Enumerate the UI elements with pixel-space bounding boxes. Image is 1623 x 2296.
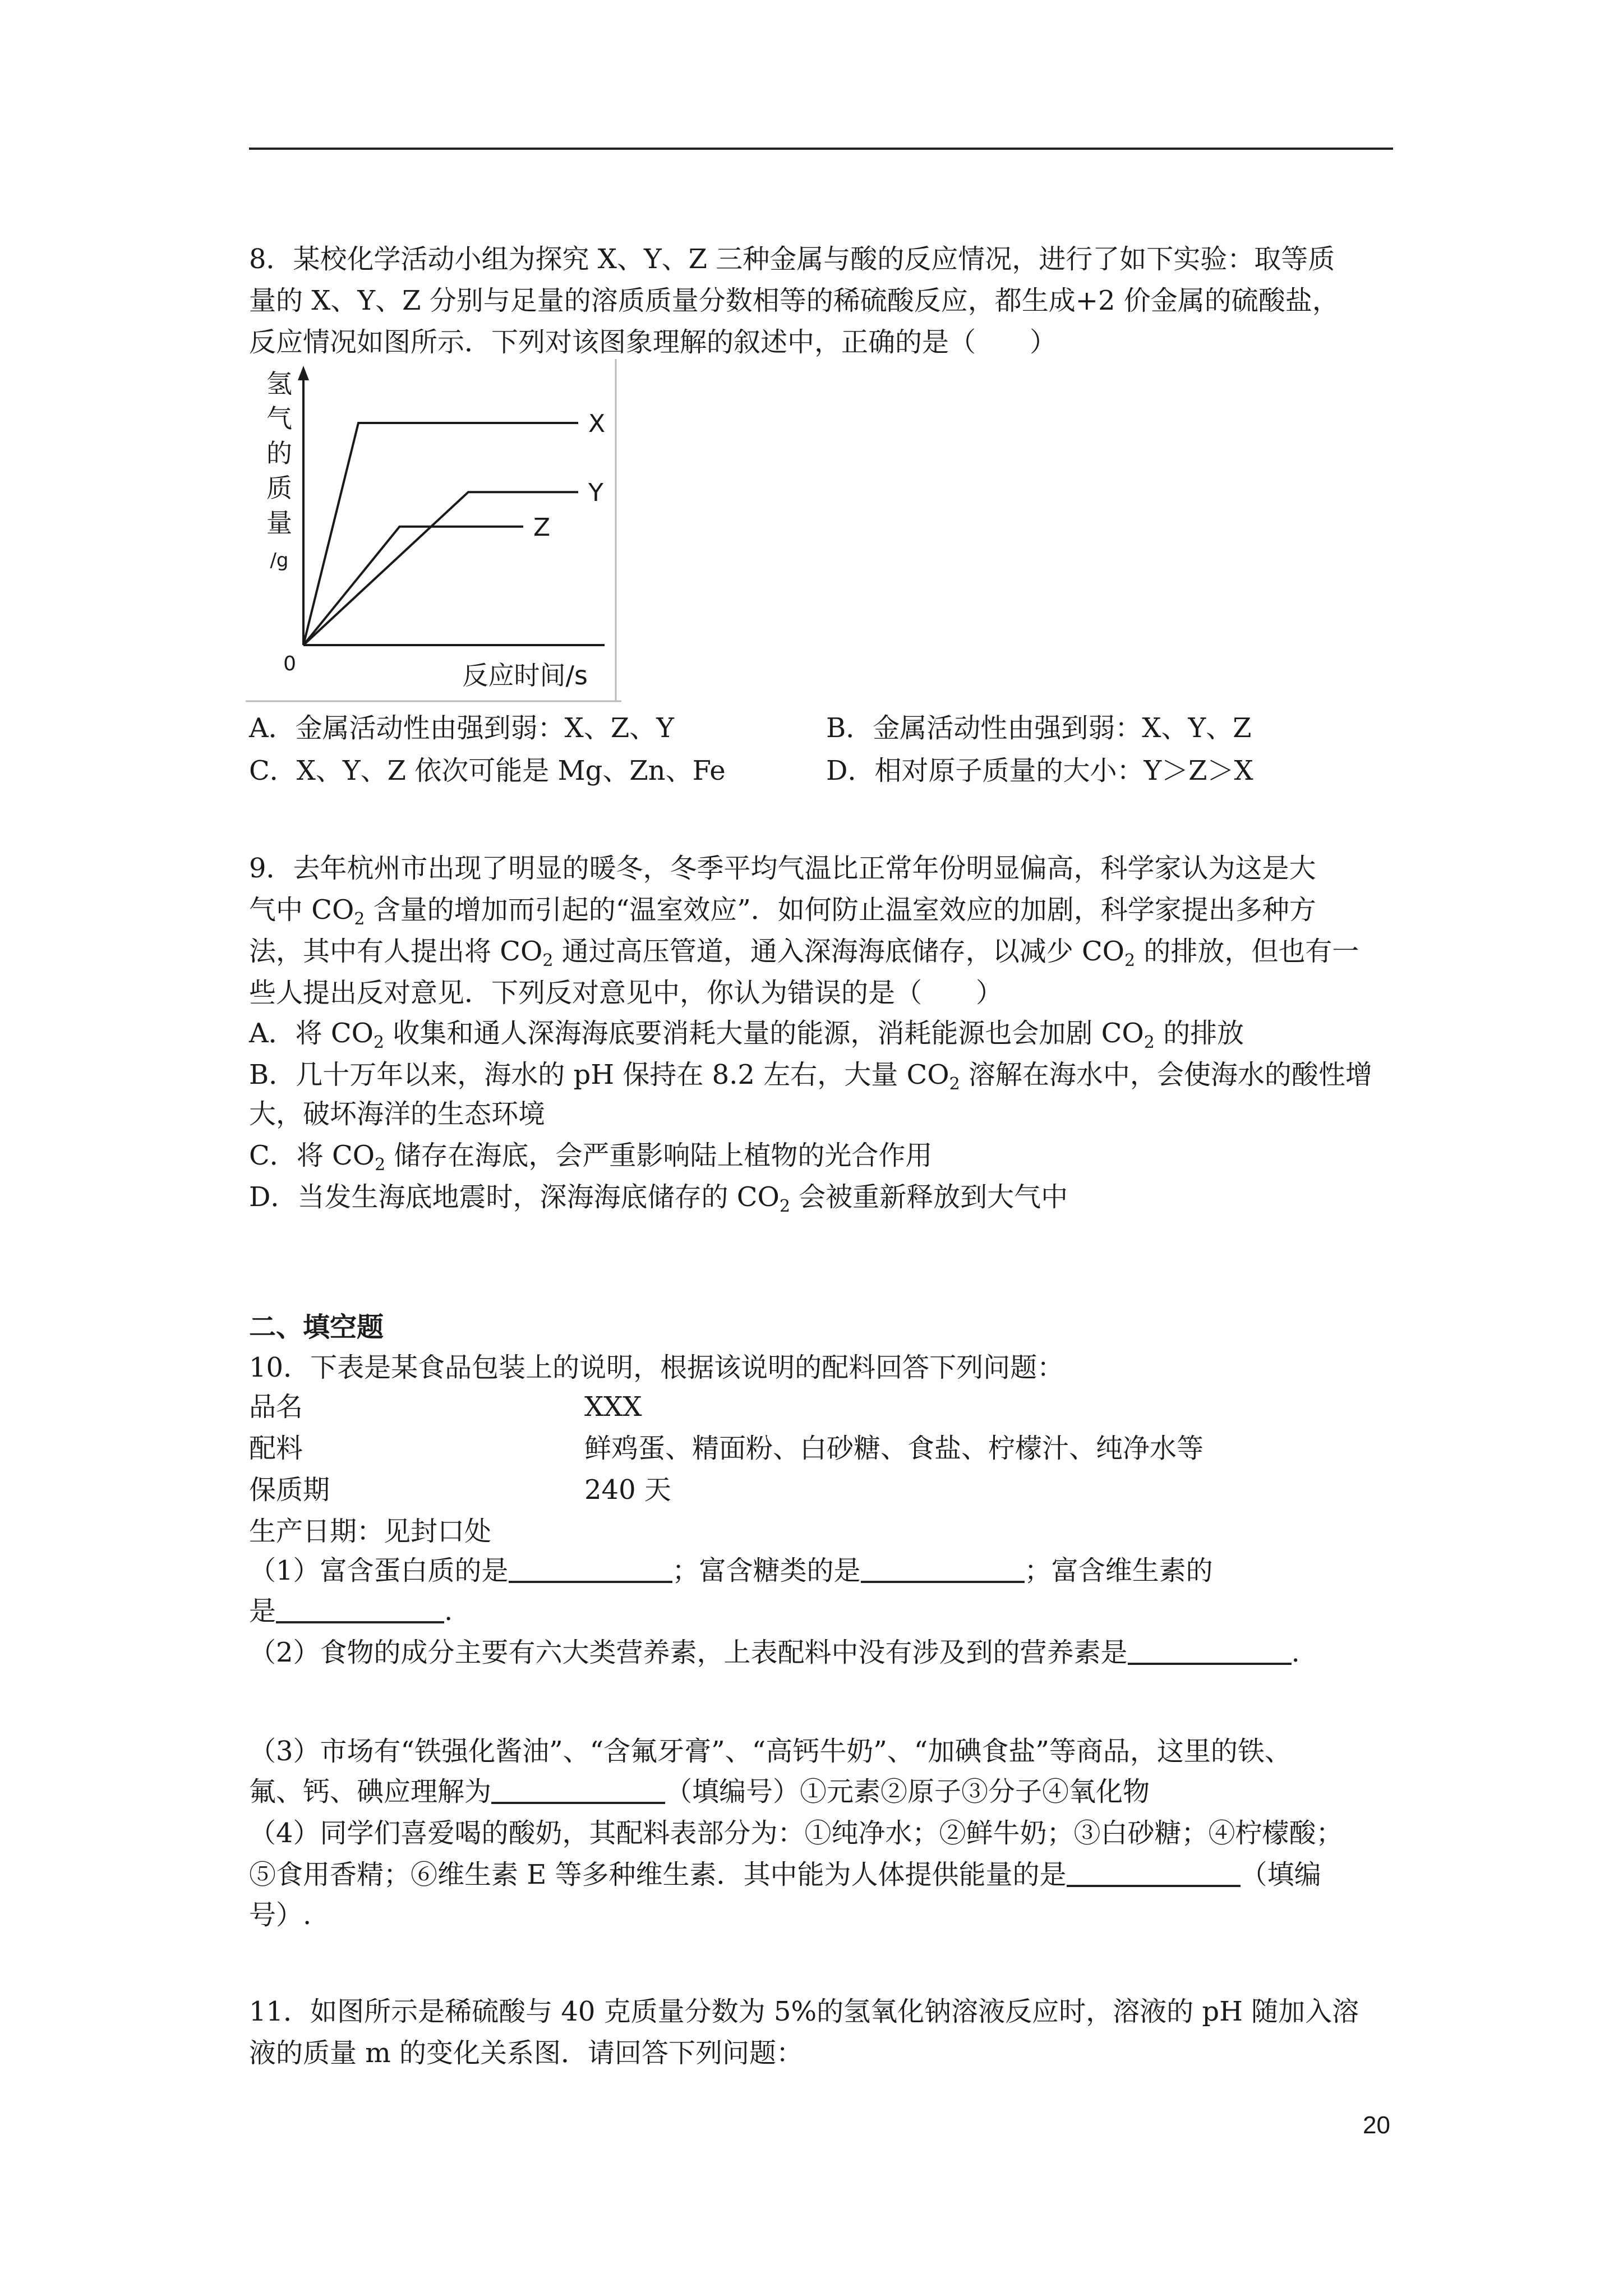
y-axis-label-char: /g <box>270 549 289 572</box>
series-label-x: X <box>588 409 606 438</box>
q10-production-date: 生产日期：见封口处 <box>249 1516 492 1547</box>
q10-table-val-name: XXX <box>584 1391 642 1423</box>
q9-text-line-1: 9．去年杭州市出现了明显的暖冬，冬季平均气温比正常年份明显偏高，科学家认为这是大 <box>249 853 1316 884</box>
q10-part-4-line-3: 号）. <box>249 1899 312 1931</box>
section-heading: 二、填空题 <box>249 1312 384 1343</box>
origin-label: 0 <box>283 652 296 675</box>
q10-part-3-line-2: 氟、钙、碘应理解为 （填编号）①元素②原子③分子④氧化物 <box>249 1776 1150 1807</box>
q9-option-a: A．将 $CO_2$ 收集和通人深海海底要消耗大量的能源，消耗能源也会加剧 $CO_2$ 的排放 <box>249 1018 1244 1052</box>
y-axis-label-char: 氢 <box>266 369 292 399</box>
q10-part-2: （2）食物的成分主要有六大类营养素，上表配料中没有涉及到的营养素是 . <box>249 1637 1300 1668</box>
y-axis-label-char: 气 <box>266 403 292 434</box>
y-axis-label <box>266 369 292 572</box>
header-rule <box>249 148 1393 150</box>
q8-option-c: C．X、Y、Z 依次可能是 Mg、Zn、Fe <box>249 755 726 786</box>
y-axis-arrow <box>298 366 309 380</box>
answer-blank-energy[interactable] <box>1067 1860 1241 1887</box>
answer-blank-sugar[interactable] <box>861 1556 1025 1583</box>
q10-table-key-shelf-life: 保质期 <box>249 1474 330 1506</box>
q9-option-c: C．将 $CO_2$ 储存在海底，会严重影响陆上植物的光合作用 <box>249 1140 933 1175</box>
q10-part-3-line-1: （3）市场有“铁强化酱油”、“含氟牙膏”、“高钙牛奶”、“加碘食盐”等商品，这里的铁、 <box>249 1736 1292 1767</box>
y-axis-label-char: 质 <box>266 473 292 503</box>
q10-table-val-ingredients: 鲜鸡蛋、精面粉、白砂糖、食盐、柠檬汁、纯净水等 <box>584 1433 1204 1464</box>
q10-part-1-line-1: （1）富含蛋白质的是 ；富含糖类的是 ；富含维生素的 <box>249 1555 1213 1586</box>
y-axis-label-char: 的 <box>266 438 292 468</box>
answer-blank-nutrient[interactable] <box>1128 1638 1292 1665</box>
q9-text-line-4: 些人提出反对意见．下列反对意见中，你认为错误的是（ ） <box>249 977 1003 1009</box>
q8-option-a: A．金属活动性由强到弱：X、Z、Y <box>249 712 674 744</box>
answer-blank-element[interactable] <box>491 1777 665 1804</box>
q8-text-line-3: 反应情况如图所示．下列对该图象理解的叙述中，正确的是（ ） <box>249 326 1057 358</box>
q10-table-val-shelf-life: 240 天 <box>584 1474 671 1506</box>
hydrogen-mass-chart <box>246 359 627 707</box>
q10-table-key-ingredients: 配料 <box>249 1433 303 1464</box>
q8-option-b: B．金属活动性由强到弱：X、Y、Z <box>826 712 1252 744</box>
q10-part-4-line-1: （4）同学们喜爱喝的酸奶，其配料表部分为：①纯净水；②鲜牛奶；③白砂糖；④柠檬酸； <box>249 1818 1343 1849</box>
q10-intro: 10．下表是某食品包装上的说明，根据该说明的配料回答下列问题： <box>249 1352 1064 1383</box>
answer-blank-vitamin[interactable] <box>276 1596 444 1623</box>
series-label-z: Z <box>533 513 551 542</box>
q10-part-1-line-2: 是 . <box>249 1595 453 1627</box>
answer-blank-protein[interactable] <box>509 1556 672 1583</box>
q10-part-4-line-2: ⑤食用香精；⑥维生素 E 等多种维生素．其中能为人体提供能量的是 （填编 <box>249 1859 1321 1890</box>
q9-option-d: D．当发生海底地震时，深海海底储存的 $CO_2$ 会被重新释放到大气中 <box>249 1181 1068 1216</box>
q11-text-line-1: 11．如图所示是稀硫酸与 40 克质量分数为 5%的氢氧化钠溶液反应时，溶液的 pH 随加入溶 <box>249 1996 1359 2027</box>
x-axis-label: 反应时间/s <box>462 660 588 691</box>
q9-option-b-line-2: 大，破坏海洋的生态环境 <box>249 1098 546 1130</box>
q10-table-key-name: 品名 <box>249 1391 303 1423</box>
q9-option-b-line-1: B．几十万年以来，海水的 pH 保持在 8.2 左右，大量 $CO_2$ 溶解在海水中，会使海水的酸性增 <box>249 1059 1372 1094</box>
svg-text:氢气的质量/g <box>266 369 292 572</box>
q11-text-line-2: 液的质量 m 的变化关系图．请回答下列问题： <box>249 2037 804 2069</box>
series-label-y: Y <box>588 478 603 508</box>
q8-option-d: D．相对原子质量的大小：Y＞Z＞X <box>826 755 1253 786</box>
q9-text-line-3: 法，其中有人提出将 $CO_2$ 通过高压管道，通入深海海底储存，以减少 $CO_2$ 的排放，但也有一 <box>249 936 1359 970</box>
y-axis-label-char: 量 <box>266 508 292 538</box>
page-number: 20 <box>1363 2111 1390 2139</box>
q8-text-line-2: 量的 X、Y、Z 分别与足量的溶质质量分数相等的稀硫酸反应，都生成+2 价金属的硫酸盐， <box>249 285 1339 316</box>
q8-text-line-1: 8．某校化学活动小组为探究 X、Y、Z 三种金属与酸的反应情况，进行了如下实验：取等质 <box>249 243 1335 275</box>
q9-text-line-2: 气中 $CO_2$ 含量的增加而引起的“温室效应”．如何防止温室效应的加剧，科学家提出多种方 <box>249 894 1316 929</box>
